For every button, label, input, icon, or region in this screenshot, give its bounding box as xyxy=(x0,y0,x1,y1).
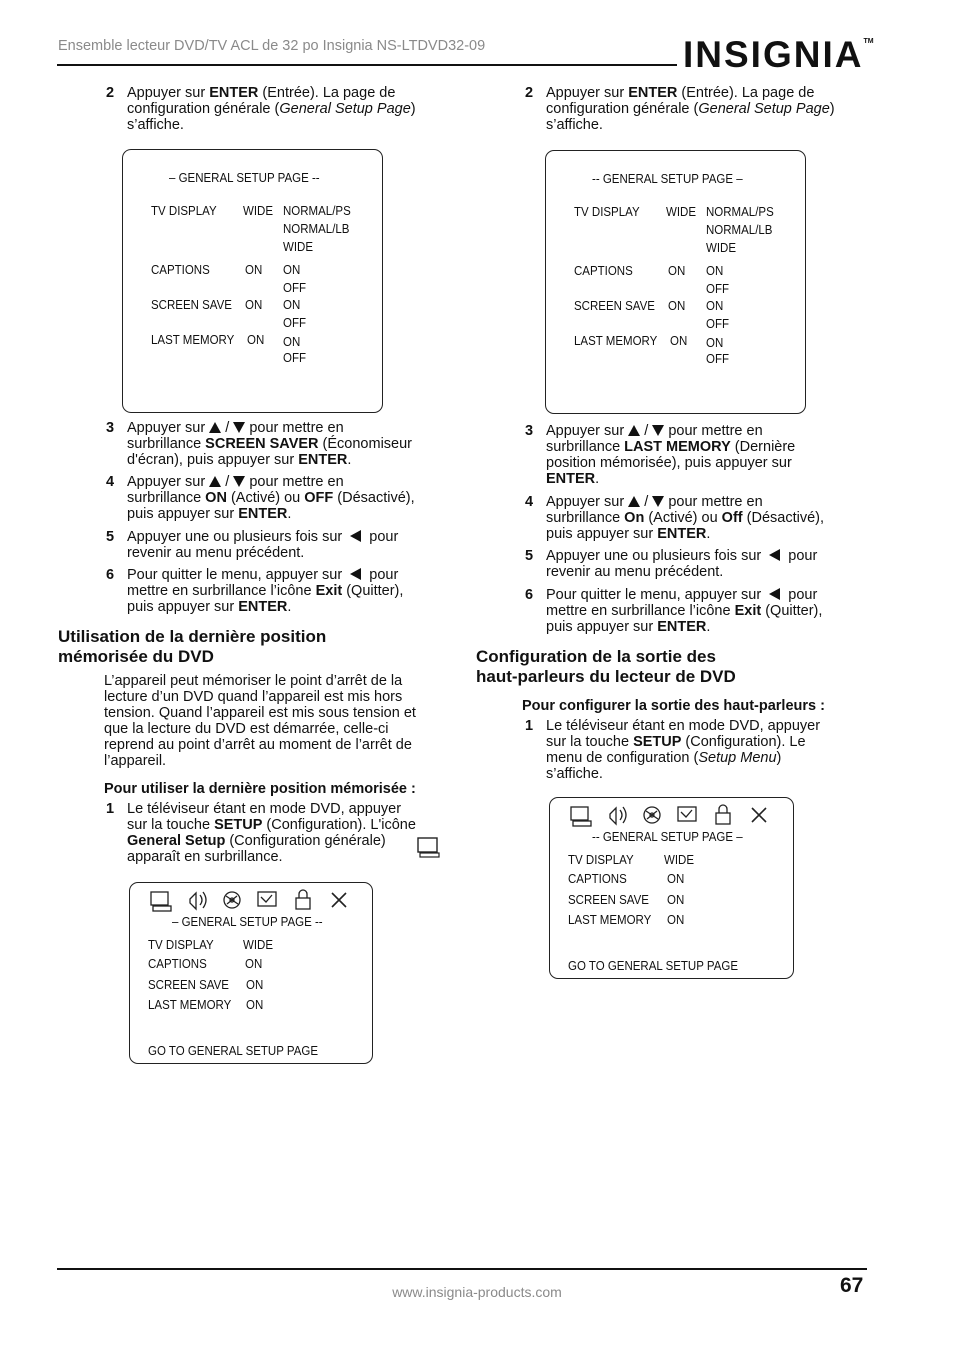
right-step-3: 3 Appuyer sur / pour mettre en surbrillance LAST MEMORY (Dernière position mémorisée), puis appuyer sur ENTER. xyxy=(525,423,796,487)
left-step-5: 5 Appuyer une ou plusieurs fois sur pour revenir au menu précédent. xyxy=(106,529,399,561)
osd-general-setup-page-left: – GENERAL SETUP PAGE -- TV DISPLAY WIDE NORMAL/PS NORMAL/LB WIDE CAPTIONS ON ON OFF SCREEN SAVE ON ON OFF LAST MEMORY ON ON OFF xyxy=(122,149,383,413)
osd-goto-link: GO TO GENERAL SETUP PAGE xyxy=(148,1044,318,1058)
left-step-1: 1 Le téléviseur étant en mode DVD, appuyer sur la touche SETUP (Configuration). L'icône General Setup (Configuration générale) apparaît en surbrillance. xyxy=(106,801,416,865)
tv-icon xyxy=(571,807,591,826)
audio-icon xyxy=(610,807,626,824)
last-memory-description: L’appareil peut mémoriser le point d’arrêt de la lecture d’un DVD quand l’appareil est mis hors tension. Quand l’appareil est mis sous tension et que la lecture du DVD est démarrée, celle-ci reprend au point d’arrêt au moment de l’arrêt de l’appareil. xyxy=(104,673,416,769)
left-step-2: 2 Appuyer sur ENTER (Entrée). La page de configuration générale (General Setup Page) s’affiche. xyxy=(106,85,416,133)
disc-icon xyxy=(644,807,660,823)
right-step-2: 2 Appuyer sur ENTER (Entrée). La page de configuration générale (General Setup Page) s’affiche. xyxy=(525,85,835,133)
osd-goto-link: GO TO GENERAL SETUP PAGE xyxy=(568,959,738,973)
right-step-1: 1 Le téléviseur étant en mode DVD, appuyer sur la touche SETUP (Configuration). Le menu de configuration (Setup Menu) s’affiche. xyxy=(525,718,821,782)
down-arrow-icon xyxy=(652,425,664,436)
footer-rule xyxy=(57,1268,867,1270)
audio-icon xyxy=(190,892,206,909)
down-arrow-icon xyxy=(652,496,664,507)
osd-title: – GENERAL SETUP PAGE -- xyxy=(169,171,320,185)
disc-icon xyxy=(224,892,240,908)
insignia-logo: INSIGNIA™ xyxy=(683,34,874,75)
left-step-4: 4 Appuyer sur / pour mettre en surbrillance ON (Activé) ou OFF (Désactivé), puis appuyer sur ENTER. xyxy=(106,474,415,522)
up-arrow-icon xyxy=(628,496,640,507)
document-header-title: Ensemble lecteur DVD/TV ACL de 32 po Insignia NS-LTDVD32-09 xyxy=(58,38,486,54)
right-step-6: 6 Pour quitter le menu, appuyer sur pour mettre en surbrillance l’icône Exit (Quitter), puis appuyer sur ENTER. xyxy=(525,587,823,635)
osd-title: – GENERAL SETUP PAGE -- xyxy=(172,915,323,929)
osd-icon-bar xyxy=(148,887,358,915)
right-step-4: 4 Appuyer sur / pour mettre en surbrillance On (Activé) ou Off (Désactivé), puis appuyer sur ENTER. xyxy=(525,494,824,542)
osd-title: -- GENERAL SETUP PAGE – xyxy=(592,172,743,186)
picture-icon xyxy=(678,807,696,821)
left-arrow-icon xyxy=(769,549,780,561)
procedure-title-speaker-output: Pour configurer la sortie des haut-parleurs : xyxy=(522,698,825,714)
left-arrow-icon xyxy=(350,568,361,580)
left-arrow-icon xyxy=(769,588,780,600)
procedure-title-last-memory: Pour utiliser la dernière position mémorisée : xyxy=(104,781,416,797)
exit-icon xyxy=(752,808,766,822)
exit-icon xyxy=(332,893,346,907)
osd-setup-menu-left: – GENERAL SETUP PAGE -- TV DISPLAY WIDE CAPTIONS ON SCREEN SAVE ON LAST MEMORY ON GO TO GENERAL SETUP PAGE xyxy=(129,882,373,1064)
left-step-3: 3 Appuyer sur / pour mettre en surbrillance SCREEN SAVER (Économiseur d'écran), puis appuyer sur ENTER. xyxy=(106,420,412,468)
right-step-5: 5 Appuyer une ou plusieurs fois sur pour revenir au menu précédent. xyxy=(525,548,818,580)
header-rule xyxy=(57,64,677,66)
picture-icon xyxy=(258,892,276,906)
section-heading-speaker-output: Configuration de la sortie des haut-parleurs du lecteur de DVD xyxy=(476,647,736,686)
lock-icon xyxy=(296,890,310,909)
osd-setup-menu-right: -- GENERAL SETUP PAGE – TV DISPLAY WIDE CAPTIONS ON SCREEN SAVE ON LAST MEMORY ON GO TO GENERAL SETUP PAGE xyxy=(549,797,794,979)
osd-general-setup-page-right: -- GENERAL SETUP PAGE – TV DISPLAY WIDE NORMAL/PS NORMAL/LB WIDE CAPTIONS ON ON OFF SCREEN SAVE ON ON OFF LAST MEMORY ON ON OFF xyxy=(545,150,806,414)
page-number: 67 xyxy=(840,1274,864,1297)
general-setup-icon xyxy=(416,836,442,860)
left-step-6: 6 Pour quitter le menu, appuyer sur pour mettre en surbrillance l’icône Exit (Quitter), puis appuyer sur ENTER. xyxy=(106,567,404,615)
down-arrow-icon xyxy=(233,476,245,487)
up-arrow-icon xyxy=(209,422,221,433)
down-arrow-icon xyxy=(233,422,245,433)
tv-icon xyxy=(151,892,171,911)
lock-icon xyxy=(716,805,730,824)
osd-title: -- GENERAL SETUP PAGE – xyxy=(592,830,743,844)
up-arrow-icon xyxy=(209,476,221,487)
footer-url: www.insignia-products.com xyxy=(392,1284,562,1300)
osd-icon-bar xyxy=(568,802,778,830)
section-heading-last-memory: Utilisation de la dernière position mémorisée du DVD xyxy=(58,627,327,666)
up-arrow-icon xyxy=(628,425,640,436)
left-arrow-icon xyxy=(350,530,361,542)
